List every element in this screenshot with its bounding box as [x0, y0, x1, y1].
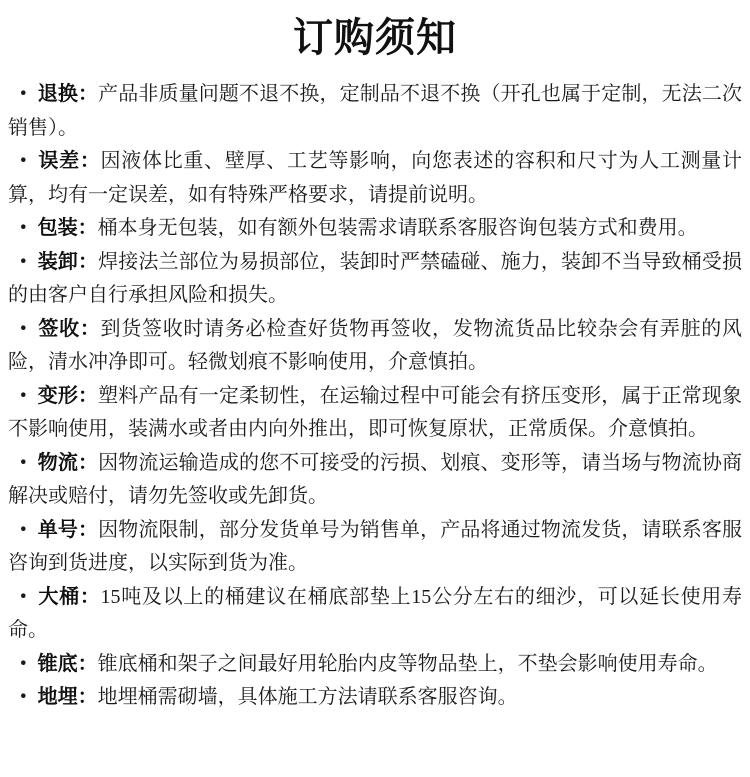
notice-item-tracking-number — [8, 514, 742, 581]
notice-text: 因液体比重、壁厚、工艺等影响，向您表述的容积和尺寸为人工测量计算，均有一定误差，如有特殊严格要求，请提前说明。 — [8, 150, 743, 206]
notice-item-loading — [8, 246, 742, 313]
notice-item-deformation — [8, 380, 742, 447]
notice-list — [0, 78, 750, 715]
bullet-icon: · — [18, 312, 29, 344]
notice-item-logistics — [8, 447, 742, 514]
notice-text: 塑料产品有一定柔韧性，在运输过程中可能会有挤压变形，属于正常现象不影响使用，装满水或者由内向外推出，即可恢复原状，正常质保。介意慎拍。 — [8, 384, 743, 440]
notice-term: 单号： — [37, 518, 99, 541]
notice-item-tolerance — [8, 145, 742, 212]
notice-item-sign-receipt — [8, 313, 742, 380]
notice-item-packaging — [8, 212, 742, 246]
bullet-icon: · — [18, 513, 29, 545]
notice-text: 地埋桶需砌墙，具体施工方法请联系客服咨询。 — [97, 686, 518, 708]
notice-term: 包装： — [37, 217, 98, 239]
bullet-icon: · — [18, 681, 29, 713]
bullet-icon: · — [18, 379, 29, 411]
notice-text: 因物流运输造成的您不可接受的污损、划痕、变形等，请当场与物流协商解决或赔付，请勿先签收或先卸货。 — [8, 451, 743, 507]
notice-text: 因物流限制，部分发货单号为销售单，产品将通过物流发货，请联系客服咨询到货进度，以实际到货为准。 — [8, 518, 743, 574]
notice-text: 到货签收时请务必检查好货物再签收，发物流货品比较杂会有弄脏的风险，清水冲净即可。轻微划痕不影响使用，介意慎拍。 — [8, 317, 743, 373]
notice-item-cone-bottom — [8, 648, 742, 682]
bullet-icon: · — [18, 446, 29, 478]
notice-term: 变形： — [37, 384, 99, 407]
notice-item-underground — [8, 681, 742, 715]
bullet-icon: · — [18, 145, 29, 177]
notice-term: 装卸： — [37, 250, 99, 273]
notice-text: 焊接法兰部位为易损部位，装卸时严禁磕碰、施力，装卸不当导致桶受损的由客户自行承担风险和损失。 — [8, 250, 743, 306]
notice-item-returns — [8, 78, 742, 145]
page-title: 订购须知 — [293, 16, 457, 60]
notice-term: 退换： — [37, 83, 99, 105]
notice-text: 桶本身无包装，如有额外包装需求请联系客服咨询包装方式和费用。 — [97, 217, 698, 239]
notice-text: 15吨及以上的桶建议在桶底部垫上15公分左右的细沙，可以延长使用寿命。 — [8, 585, 743, 641]
notice-term: 大桶： — [37, 585, 101, 608]
notice-text: 锥底桶和架子之间最好用轮胎内皮等物品垫上，不垫会影响使用寿命。 — [97, 652, 718, 675]
notice-item-large-barrel — [8, 581, 742, 648]
bullet-icon: · — [18, 245, 29, 277]
bullet-icon: · — [18, 647, 29, 679]
notice-term: 误差： — [37, 150, 101, 172]
notice-term: 物流： — [37, 451, 99, 474]
bullet-icon: · — [18, 78, 29, 110]
notice-term: 地埋： — [37, 686, 98, 708]
notice-term: 签收： — [37, 317, 101, 340]
notice-term: 锥底： — [37, 652, 98, 675]
bullet-icon: · — [18, 212, 29, 244]
bullet-icon: · — [18, 580, 29, 612]
notice-text: 产品非质量问题不退不换，定制品不退不换（开孔也属于定制，无法二次销售）。 — [8, 83, 743, 139]
